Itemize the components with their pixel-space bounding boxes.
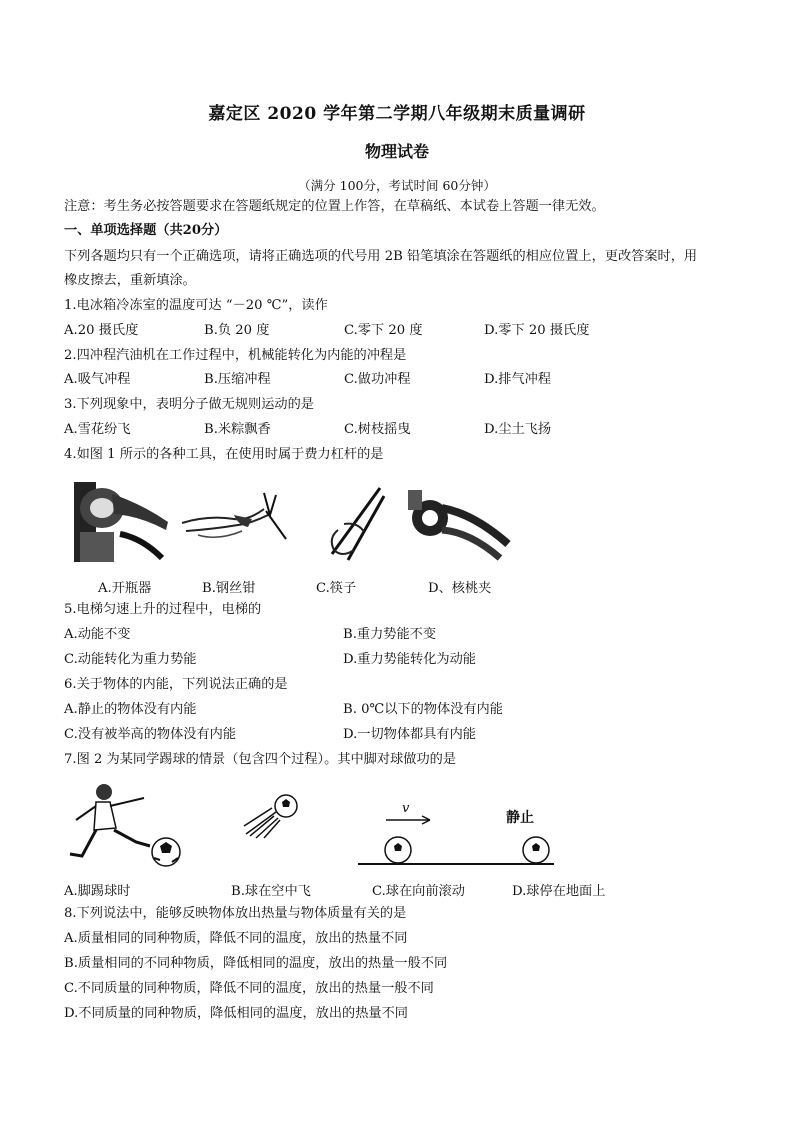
question-stem: 7.图 2 为某同学踢球的情景（包含四个过程）。其中脚对球做功的是 bbox=[64, 752, 457, 767]
nutcracker-figure bbox=[404, 484, 514, 564]
page-title: 嘉定区 2020 学年第二学期八年级期末质量调研 bbox=[208, 104, 586, 124]
option-b: B.压缩冲程 bbox=[204, 372, 271, 387]
option-b: B.负 20 度 bbox=[204, 323, 270, 338]
option-a: A.吸气冲程 bbox=[64, 372, 131, 387]
figure-caption-d: D.球停在地面上 bbox=[512, 884, 606, 899]
question-stem: 1.电冰箱冷冻室的温度可达 “－20 ℃”，读作 bbox=[64, 298, 328, 313]
question-stem: 5.电梯匀速上升的过程中，电梯的 bbox=[64, 602, 262, 617]
option-c: C.树枝摇曳 bbox=[344, 422, 411, 437]
rolling-and-resting-figure bbox=[356, 800, 556, 870]
option-a: A.静止的物体没有内能 bbox=[64, 702, 197, 717]
option-b: B.质量相同的不同种物质，降低相同的温度，放出的热量一般不同 bbox=[64, 956, 448, 971]
option-d: D.重力势能转化为动能 bbox=[343, 652, 476, 667]
figure-caption-b: B.钢丝钳 bbox=[202, 581, 256, 596]
figure-caption-c: C.球在向前滚动 bbox=[372, 884, 465, 899]
figure-caption-a: A.开瓶器 bbox=[98, 581, 152, 596]
instructions-line-2: 橡皮擦去，重新填涂。 bbox=[64, 273, 196, 288]
instructions-line-1: 下列各题均只有一个正确选项，请将正确选项的代号用 2B 铅笔填涂在答题纸的相应位置上，更改答案时，用 bbox=[64, 249, 698, 264]
option-c: C.动能转化为重力势能 bbox=[64, 652, 197, 667]
figure-caption-b: B.球在空中飞 bbox=[231, 884, 311, 899]
question-stem: 8.下列说法中，能够反映物体放出热量与物体质量有关的是 bbox=[64, 906, 407, 921]
question-stem: 4.如图 1 所示的各种工具，在使用时属于费力杠杆的是 bbox=[64, 447, 384, 462]
option-c: C.不同质量的同种物质，降低不同的温度，放出的热量一般不同 bbox=[64, 981, 434, 996]
option-a: A.20 摄氏度 bbox=[64, 323, 139, 338]
section-heading: 一、单项选择题（共20分） bbox=[64, 223, 228, 238]
option-a: A.质量相同的同种物质，降低不同的温度，放出的热量不同 bbox=[64, 931, 408, 946]
option-d: D.一切物体都具有内能 bbox=[343, 727, 476, 742]
option-c: C.零下 20 度 bbox=[344, 323, 423, 338]
option-b: B.重力势能不变 bbox=[343, 627, 437, 642]
option-c: C.做功冲程 bbox=[344, 372, 411, 387]
figure-caption-d: D、核桃夹 bbox=[428, 581, 492, 596]
figure-caption-a: A.脚踢球时 bbox=[64, 884, 131, 899]
option-d: D.不同质量的同种物质，降低相同的温度，放出的热量不同 bbox=[64, 1006, 408, 1021]
wire-pliers-figure bbox=[178, 485, 292, 545]
rest-label: 静止 bbox=[506, 810, 534, 826]
option-d: D.尘土飞扬 bbox=[484, 422, 552, 437]
figure-caption-c: C.筷子 bbox=[316, 581, 357, 596]
option-b: B.米粽飘香 bbox=[204, 422, 271, 437]
bottle-opener-figure bbox=[72, 474, 172, 566]
velocity-label: v bbox=[402, 801, 410, 816]
option-d: D.排气冲程 bbox=[484, 372, 552, 387]
question-stem: 3.下列现象中，表明分子做无规则运动的是 bbox=[64, 397, 314, 412]
option-b: B. 0℃以下的物体没有内能 bbox=[343, 702, 503, 717]
chopsticks-figure bbox=[318, 484, 386, 562]
option-a: A.雪花纷飞 bbox=[64, 422, 131, 437]
exam-meta: （满分 100分，考试时间 60分钟） bbox=[298, 178, 496, 193]
ball-in-air-figure bbox=[240, 790, 302, 840]
page-subtitle: 物理试卷 bbox=[364, 142, 429, 161]
option-c: C.没有被举高的物体没有内能 bbox=[64, 727, 237, 742]
question-stem: 2.四冲程汽油机在工作过程中，机械能转化为内能的冲程是 bbox=[64, 348, 407, 363]
option-d: D.零下 20 摄氏度 bbox=[484, 323, 590, 338]
notice-text: 注意：考生务必按答题要求在答题纸规定的位置上作答，在草稿纸、本试卷上答题一律无效。 bbox=[64, 199, 605, 214]
kick-figure bbox=[66, 780, 186, 870]
option-a: A.动能不变 bbox=[64, 627, 131, 642]
question-stem: 6.关于物体的内能，下列说法正确的是 bbox=[64, 677, 288, 692]
